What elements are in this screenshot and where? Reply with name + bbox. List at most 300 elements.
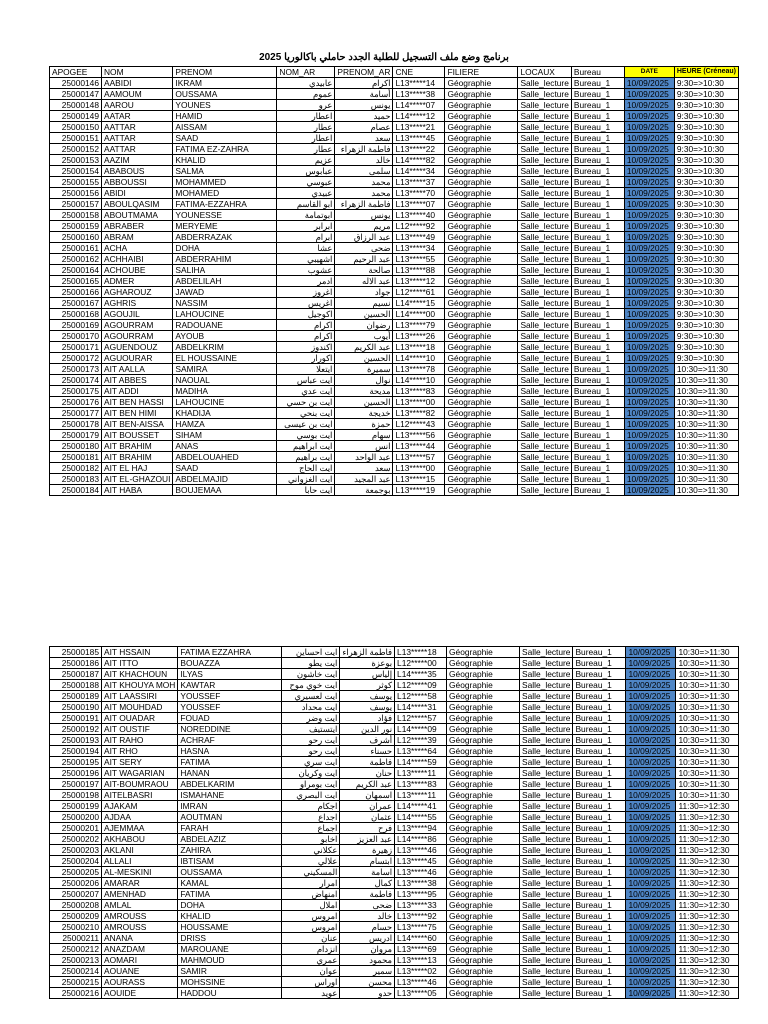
nom-ar-cell: اجداع — [282, 812, 340, 823]
date-cell: 10/09/2025 — [624, 419, 674, 430]
locaux-cell: Salle_lecture — [518, 430, 571, 441]
bureau-cell: Bureau_1 — [571, 386, 624, 397]
heure-cell: 10:30=>11:30 — [676, 647, 739, 658]
cne-cell: L13*****45 — [395, 856, 447, 867]
apogee-cell: 25000212 — [50, 944, 102, 955]
locaux-cell: Salle_lecture — [520, 889, 573, 900]
cne-cell: L13*****49 — [393, 232, 445, 243]
prenom-ar-cell: الحسين — [335, 397, 393, 408]
date-cell: 10/09/2025 — [626, 691, 676, 702]
heure-cell: 9:30=>10:30 — [674, 265, 738, 276]
locaux-cell: Salle_lecture — [520, 779, 573, 790]
table-row — [50, 463, 739, 474]
prenom-cell: MERYEME — [173, 221, 277, 232]
nom-ar-cell: اكوجيل — [277, 309, 335, 320]
table-row — [50, 100, 739, 111]
nom-cell: ALLALI — [102, 856, 178, 867]
prenom-ar-cell: عصام — [335, 122, 393, 133]
date-cell: 10/09/2025 — [624, 331, 674, 342]
cne-cell: L13*****21 — [393, 122, 445, 133]
prenom-ar-cell: خالد — [340, 911, 395, 922]
date-cell: 10/09/2025 — [626, 779, 676, 790]
nom-cell: AITELBASRI — [102, 790, 178, 801]
heure-cell: 11:30=>12:30 — [676, 900, 739, 911]
nom-cell: AIT KHOUYA MOH — [102, 680, 178, 691]
apogee-cell: 25000200 — [50, 812, 102, 823]
col-prenom-ar: PRENOM_AR — [335, 67, 393, 78]
prenom-cell: YOUNES — [173, 100, 277, 111]
col-apogee: APOGEE — [50, 67, 102, 78]
nom-cell: AMLAL — [102, 900, 178, 911]
prenom-ar-cell: عبد المجيد — [335, 474, 393, 485]
prenom-cell: BOUAZZA — [178, 658, 282, 669]
heure-cell: 11:30=>12:30 — [676, 933, 739, 944]
apogee-cell: 25000184 — [50, 485, 102, 496]
date-cell: 10/09/2025 — [624, 254, 674, 265]
filiere-cell: Géographie — [445, 364, 518, 375]
col-filiere: FILIERE — [445, 67, 518, 78]
date-cell: 10/09/2025 — [624, 199, 674, 210]
bureau-cell: Bureau_1 — [573, 757, 626, 768]
bureau-cell: Bureau_1 — [571, 254, 624, 265]
nom-cell: AIT OUSTIF — [102, 724, 178, 735]
prenom-ar-cell: عبد العزيز — [340, 834, 395, 845]
date-cell: 10/09/2025 — [626, 812, 676, 823]
prenom-ar-cell: إلياس — [340, 669, 395, 680]
prenom-ar-cell: سهام — [335, 430, 393, 441]
prenom-cell: AYOUB — [173, 331, 277, 342]
nom-ar-cell: ايت عباس — [277, 375, 335, 386]
heure-cell: 9:30=>10:30 — [674, 254, 738, 265]
filiere-cell: Géographie — [447, 812, 520, 823]
date-cell: 10/09/2025 — [624, 265, 674, 276]
table-row — [50, 735, 739, 746]
table-row — [50, 430, 739, 441]
prenom-ar-cell: ادريس — [340, 933, 395, 944]
cne-cell: L13*****11 — [395, 790, 447, 801]
nom-ar-cell: اجكام — [282, 801, 340, 812]
date-cell: 10/09/2025 — [624, 276, 674, 287]
nom-cell: AGUOURAR — [102, 353, 173, 364]
prenom-cell: AOUTMAN — [178, 812, 282, 823]
apogee-cell: 25000162 — [50, 254, 102, 265]
cne-cell: L13*****46 — [395, 845, 447, 856]
locaux-cell: Salle_lecture — [518, 254, 571, 265]
filiere-cell: Géographie — [447, 955, 520, 966]
filiere-cell: Géographie — [445, 199, 518, 210]
locaux-cell: Salle_lecture — [520, 933, 573, 944]
date-cell: 10/09/2025 — [624, 386, 674, 397]
locaux-cell: Salle_lecture — [518, 408, 571, 419]
locaux-cell: Salle_lecture — [518, 78, 571, 89]
prenom-ar-cell: نوال — [335, 375, 393, 386]
prenom-ar-cell: محمود — [340, 955, 395, 966]
prenom-cell: KHALID — [178, 911, 282, 922]
cne-cell: L14*****12 — [393, 111, 445, 122]
prenom-ar-cell: سلمى — [335, 166, 393, 177]
apogee-cell: 25000166 — [50, 287, 102, 298]
heure-cell: 11:30=>12:30 — [676, 834, 739, 845]
apogee-cell: 25000172 — [50, 353, 102, 364]
date-cell: 10/09/2025 — [624, 122, 674, 133]
locaux-cell: Salle_lecture — [520, 801, 573, 812]
apogee-cell: 25000182 — [50, 463, 102, 474]
nom-ar-cell: ايت خاشون — [282, 669, 340, 680]
apogee-cell: 25000211 — [50, 933, 102, 944]
table-row — [50, 812, 739, 823]
nom-ar-cell: ابرابر — [277, 221, 335, 232]
prenom-cell: IMRAN — [178, 801, 282, 812]
prenom-ar-cell: ضحى — [340, 900, 395, 911]
table-row — [50, 375, 739, 386]
prenom-ar-cell: مديحة — [335, 386, 393, 397]
heure-cell: 9:30=>10:30 — [674, 133, 738, 144]
bureau-cell: Bureau_1 — [571, 177, 624, 188]
prenom-ar-cell: فاطمة — [340, 889, 395, 900]
nom-ar-cell: اكندوز — [277, 342, 335, 353]
table-row — [50, 408, 739, 419]
date-cell: 10/09/2025 — [626, 801, 676, 812]
cne-cell: L14*****60 — [395, 933, 447, 944]
heure-cell: 11:30=>12:30 — [676, 911, 739, 922]
prenom-ar-cell: فاطمة الزهراء — [335, 199, 393, 210]
nom-cell: AKHABOU — [102, 834, 178, 845]
nom-cell: AKLANI — [102, 845, 178, 856]
table-row — [50, 133, 739, 144]
prenom-ar-cell: يونس — [335, 100, 393, 111]
cne-cell: L13*****46 — [395, 867, 447, 878]
filiere-cell: Géographie — [445, 276, 518, 287]
bureau-cell: Bureau_1 — [573, 889, 626, 900]
apogee-cell: 25000164 — [50, 265, 102, 276]
nom-cell: AGUENDOUZ — [102, 342, 173, 353]
nom-cell: AIT HSSAIN — [102, 647, 178, 658]
date-cell: 10/09/2025 — [626, 955, 676, 966]
heure-cell: 10:30=>11:30 — [676, 669, 739, 680]
locaux-cell: Salle_lecture — [520, 790, 573, 801]
heure-cell: 9:30=>10:30 — [674, 188, 738, 199]
locaux-cell: Salle_lecture — [520, 768, 573, 779]
filiere-cell: Géographie — [445, 331, 518, 342]
filiere-cell: Géographie — [447, 658, 520, 669]
prenom-cell: OUSSAMA — [173, 89, 277, 100]
cne-cell: L13*****95 — [395, 889, 447, 900]
apogee-cell: 25000154 — [50, 166, 102, 177]
cne-cell: L14*****10 — [393, 375, 445, 386]
table-row — [50, 320, 739, 331]
apogee-cell: 25000198 — [50, 790, 102, 801]
heure-cell: 9:30=>10:30 — [674, 78, 738, 89]
nom-ar-cell: عابيدي — [277, 78, 335, 89]
cne-cell: L13*****37 — [393, 177, 445, 188]
nom-cell: AIT RHO — [102, 746, 178, 757]
bureau-cell: Bureau_1 — [573, 911, 626, 922]
bureau-cell: Bureau_1 — [573, 834, 626, 845]
locaux-cell: Salle_lecture — [520, 812, 573, 823]
nom-ar-cell: ايت براهيم — [277, 452, 335, 463]
date-cell: 10/09/2025 — [624, 232, 674, 243]
date-cell: 10/09/2025 — [626, 900, 676, 911]
nom-ar-cell: ايت بن عيسى — [277, 419, 335, 430]
prenom-ar-cell: سميرة — [335, 364, 393, 375]
locaux-cell: Salle_lecture — [520, 966, 573, 977]
nom-ar-cell: ابو القاسم — [277, 199, 335, 210]
nom-ar-cell: عويد — [282, 988, 340, 999]
nom-cell: ADMER — [102, 276, 173, 287]
bureau-cell: Bureau_1 — [571, 232, 624, 243]
apogee-cell: 25000146 — [50, 78, 102, 89]
nom-cell: ACHOUBE — [102, 265, 173, 276]
table-row — [50, 144, 739, 155]
table-row — [50, 933, 739, 944]
date-cell: 10/09/2025 — [624, 89, 674, 100]
bureau-cell: Bureau_1 — [571, 375, 624, 386]
table-row — [50, 353, 739, 364]
date-cell: 10/09/2025 — [624, 155, 674, 166]
date-cell: 10/09/2025 — [624, 474, 674, 485]
filiere-cell: Géographie — [445, 243, 518, 254]
nom-ar-cell: عرو — [277, 100, 335, 111]
heure-cell: 10:30=>11:30 — [674, 375, 738, 386]
nom-cell: AIT BOUSSET — [102, 430, 173, 441]
apogee-cell: 25000161 — [50, 243, 102, 254]
bureau-cell: Bureau_1 — [573, 823, 626, 834]
apogee-cell: 25000191 — [50, 713, 102, 724]
nom-cell: ANANA — [102, 933, 178, 944]
nom-ar-cell: ايت بومراو — [282, 779, 340, 790]
heure-cell: 9:30=>10:30 — [674, 353, 738, 364]
date-cell: 10/09/2025 — [626, 680, 676, 691]
cne-cell: L13*****56 — [393, 430, 445, 441]
prenom-cell: HANAN — [178, 768, 282, 779]
locaux-cell: Salle_lecture — [520, 977, 573, 988]
nom-ar-cell: ادمر — [277, 276, 335, 287]
date-cell: 10/09/2025 — [624, 463, 674, 474]
nom-ar-cell: امرار — [282, 878, 340, 889]
prenom-cell: NOREDDINE — [178, 724, 282, 735]
filiere-cell: Géographie — [445, 155, 518, 166]
locaux-cell: Salle_lecture — [518, 133, 571, 144]
prenom-cell: KAMAL — [178, 878, 282, 889]
prenom-ar-cell: نسيم — [335, 298, 393, 309]
table-row — [50, 691, 739, 702]
heure-cell: 10:30=>11:30 — [676, 658, 739, 669]
filiere-cell: Géographie — [447, 900, 520, 911]
bureau-cell: Bureau_1 — [573, 878, 626, 889]
nom-ar-cell: ايت خوي موح — [282, 680, 340, 691]
nom-ar-cell: ايت وكريان — [282, 768, 340, 779]
cne-cell: L13*****57 — [393, 452, 445, 463]
table-body-bottom — [50, 647, 739, 999]
locaux-cell: Salle_lecture — [520, 834, 573, 845]
nom-ar-cell: ايت بنحي — [277, 408, 335, 419]
nom-ar-cell: ايت الحاج — [277, 463, 335, 474]
bureau-cell: Bureau_1 — [571, 188, 624, 199]
bureau-cell: Bureau_1 — [573, 944, 626, 955]
prenom-cell: FATIMA — [178, 889, 282, 900]
table-row — [50, 757, 739, 768]
table-row — [50, 386, 739, 397]
filiere-cell: Géographie — [447, 878, 520, 889]
nom-cell: AGOURRAM — [102, 331, 173, 342]
date-cell: 10/09/2025 — [624, 287, 674, 298]
prenom-cell: FATIMA EZ-ZAHRA — [173, 144, 277, 155]
cne-cell: L14*****00 — [393, 309, 445, 320]
prenom-ar-cell: حدو — [340, 988, 395, 999]
apogee-cell: 25000160 — [50, 232, 102, 243]
apogee-cell: 25000203 — [50, 845, 102, 856]
apogee-cell: 25000156 — [50, 188, 102, 199]
locaux-cell: Salle_lecture — [520, 757, 573, 768]
filiere-cell: Géographie — [445, 397, 518, 408]
nom-cell: AIT-BOUMRAOU — [102, 779, 178, 790]
table-row — [50, 746, 739, 757]
page-title: برنامج وضع ملف التسجيل للطلبة الجدد حاملي باكالوريا 2025 — [259, 52, 509, 63]
bureau-cell: Bureau_1 — [571, 331, 624, 342]
heure-cell: 10:30=>11:30 — [676, 779, 739, 790]
cne-cell: L14*****82 — [393, 155, 445, 166]
nom-cell: AIT KHACHOUN — [102, 669, 178, 680]
table-row — [50, 166, 739, 177]
filiere-cell: Géographie — [445, 89, 518, 100]
apogee-cell: 25000215 — [50, 977, 102, 988]
table-row — [50, 977, 739, 988]
cne-cell: L12*****58 — [395, 691, 447, 702]
nom-cell: ABRAM — [102, 232, 173, 243]
nom-ar-cell: ايت البصري — [282, 790, 340, 801]
prenom-cell: FATIMA-EZZAHRA — [173, 199, 277, 210]
cne-cell: L13*****05 — [395, 988, 447, 999]
cne-cell: L12*****09 — [395, 680, 447, 691]
bureau-cell: Bureau_1 — [573, 658, 626, 669]
table-row — [50, 647, 739, 658]
nom-cell: ACHHAIBI — [102, 254, 173, 265]
locaux-cell: Salle_lecture — [518, 232, 571, 243]
apogee-cell: 25000170 — [50, 331, 102, 342]
apogee-cell: 25000183 — [50, 474, 102, 485]
nom-ar-cell: امنهاض — [282, 889, 340, 900]
filiere-cell: Géographie — [445, 221, 518, 232]
date-cell: 10/09/2025 — [624, 485, 674, 496]
locaux-cell: Salle_lecture — [520, 911, 573, 922]
prenom-ar-cell: خديجة — [335, 408, 393, 419]
locaux-cell: Salle_lecture — [520, 845, 573, 856]
heure-cell: 9:30=>10:30 — [674, 309, 738, 320]
nom-cell: AMROUSS — [102, 922, 178, 933]
apogee-cell: 25000202 — [50, 834, 102, 845]
locaux-cell: Salle_lecture — [520, 900, 573, 911]
bureau-cell: Bureau_1 — [573, 735, 626, 746]
locaux-cell: Salle_lecture — [520, 746, 573, 757]
date-cell: 10/09/2025 — [624, 188, 674, 199]
cne-cell: L13*****79 — [393, 320, 445, 331]
prenom-cell: ABDELOUAHED — [173, 452, 277, 463]
nom-ar-cell: اعطار — [277, 111, 335, 122]
locaux-cell: Salle_lecture — [520, 680, 573, 691]
prenom-ar-cell: رضوان — [335, 320, 393, 331]
prenom-ar-cell: عبد الرزاق — [335, 232, 393, 243]
nom-ar-cell: اكرام — [277, 320, 335, 331]
apogee-cell: 25000192 — [50, 724, 102, 735]
filiere-cell: Géographie — [445, 408, 518, 419]
heure-cell: 9:30=>10:30 — [674, 232, 738, 243]
prenom-ar-cell: أشرف — [340, 735, 395, 746]
filiere-cell: Géographie — [445, 287, 518, 298]
apogee-cell: 25000177 — [50, 408, 102, 419]
locaux-cell: Salle_lecture — [518, 375, 571, 386]
prenom-cell: HADDOU — [178, 988, 282, 999]
prenom-ar-cell: جواد — [335, 287, 393, 298]
prenom-cell: ISMAHANE — [178, 790, 282, 801]
table-row — [50, 287, 739, 298]
filiere-cell: Géographie — [447, 702, 520, 713]
heure-cell: 9:30=>10:30 — [674, 221, 738, 232]
apogee-cell: 25000194 — [50, 746, 102, 757]
cne-cell: L13*****70 — [393, 188, 445, 199]
table-row — [50, 944, 739, 955]
prenom-ar-cell: انس — [335, 441, 393, 452]
bureau-cell: Bureau_1 — [573, 966, 626, 977]
locaux-cell: Salle_lecture — [518, 485, 571, 496]
locaux-cell: Salle_lecture — [518, 452, 571, 463]
filiere-cell: Géographie — [447, 867, 520, 878]
table-row — [50, 177, 739, 188]
locaux-cell: Salle_lecture — [520, 944, 573, 955]
filiere-cell: Géographie — [445, 320, 518, 331]
date-cell: 10/09/2025 — [626, 911, 676, 922]
prenom-ar-cell: يوسف — [340, 691, 395, 702]
prenom-ar-cell: صالحة — [335, 265, 393, 276]
filiere-cell: Géographie — [445, 463, 518, 474]
filiere-cell: Géographie — [447, 856, 520, 867]
prenom-ar-cell: كمال — [340, 878, 395, 889]
heure-cell: 10:30=>11:30 — [674, 408, 738, 419]
table-row — [50, 856, 739, 867]
date-cell: 10/09/2025 — [624, 298, 674, 309]
nom-ar-cell: عشوب — [277, 265, 335, 276]
locaux-cell: Salle_lecture — [520, 669, 573, 680]
filiere-cell: Géographie — [445, 309, 518, 320]
heure-cell: 11:30=>12:30 — [676, 944, 739, 955]
apogee-cell: 25000181 — [50, 452, 102, 463]
heure-cell: 10:30=>11:30 — [674, 430, 738, 441]
heure-cell: 10:30=>11:30 — [676, 735, 739, 746]
date-cell: 10/09/2025 — [626, 658, 676, 669]
heure-cell: 9:30=>10:30 — [674, 144, 738, 155]
bureau-cell: Bureau_1 — [573, 867, 626, 878]
bureau-cell: Bureau_1 — [573, 724, 626, 735]
table-row — [50, 419, 739, 430]
bureau-cell: Bureau_1 — [571, 320, 624, 331]
nom-ar-cell: ابوتمامة — [277, 210, 335, 221]
date-cell: 10/09/2025 — [626, 757, 676, 768]
table-row — [50, 397, 739, 408]
cne-cell: L13*****02 — [395, 966, 447, 977]
nom-cell: AOUANE — [102, 966, 178, 977]
nom-ar-cell: عبوسي — [277, 177, 335, 188]
cne-cell: L12*****61 — [393, 287, 445, 298]
date-cell: 10/09/2025 — [624, 221, 674, 232]
apogee-cell: 25000169 — [50, 320, 102, 331]
bureau-cell: Bureau_1 — [571, 155, 624, 166]
apogee-cell: 25000159 — [50, 221, 102, 232]
nom-cell: AIT SERY — [102, 757, 178, 768]
heure-cell: 9:30=>10:30 — [674, 111, 738, 122]
prenom-ar-cell: يونس — [335, 210, 393, 221]
filiere-cell: Géographie — [445, 441, 518, 452]
table-body-top — [50, 78, 739, 496]
nom-cell: AJEMMAA — [102, 823, 178, 834]
